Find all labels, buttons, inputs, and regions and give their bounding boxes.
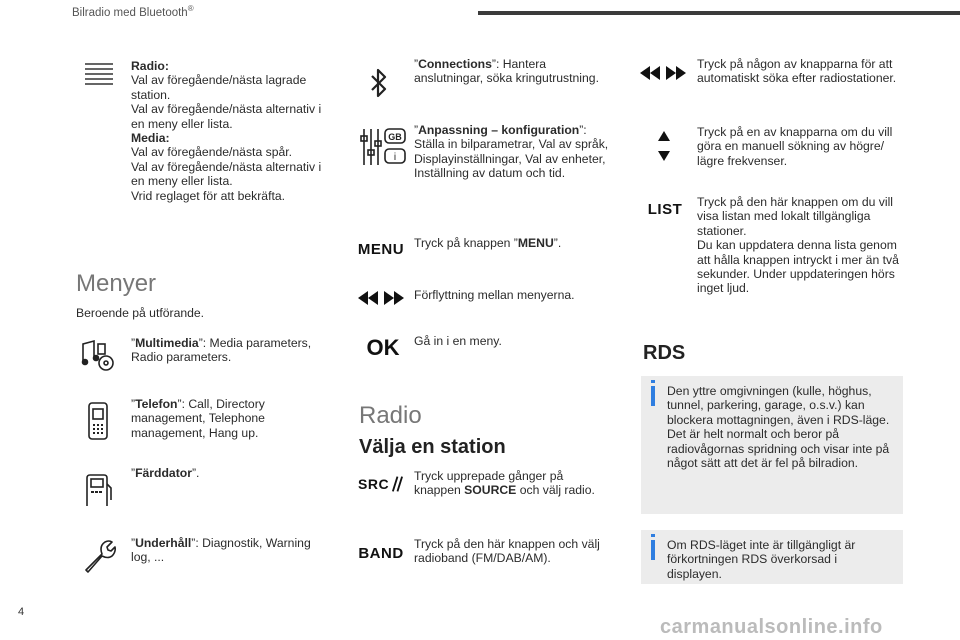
multimedia-icon	[80, 336, 116, 372]
manual-search-description: Tryck på en av knapparna om du vill göra en manuell sökning av högre/ lägre frekvenser.	[697, 125, 893, 168]
menus-subtitle: Beroende på utförande.	[76, 306, 205, 320]
telephone-icon	[86, 400, 110, 442]
anpassning-description: ”Anpassning – konfiguration”: Ställa in bilparametrar, Val av språk, Displayinställningar, Val av enheter, Inställning av datum och tid.	[414, 123, 609, 181]
band-button-icon: BAND	[358, 544, 404, 562]
multimedia-description: ”Multimedia”: Media parameters, Radio parameters.	[131, 336, 312, 365]
up-down-arrows-icon	[654, 126, 674, 166]
select-station-heading: Välja en station	[359, 436, 506, 458]
menus-heading: Menyer	[76, 270, 157, 297]
telefon-description: ”Telefon”: Call, Directory management, Telephone management, Hang up.	[131, 397, 265, 440]
navigation-description: Förflyttning mellan menyerna.	[414, 288, 575, 302]
footer-watermark: carmanualsonline.info	[660, 616, 883, 638]
ok-button-icon: OK	[366, 335, 400, 360]
bluetooth-icon	[364, 66, 394, 100]
wrench-icon	[82, 538, 116, 574]
seek-description: Tryck på någon av knapparna för att automatiskt söka efter radiostationer.	[697, 57, 897, 86]
trip-computer-icon	[82, 472, 114, 508]
underhall-description: ”Underhåll”: Diagnostik, Warning log, ...	[131, 536, 311, 565]
list-description: Tryck på den här knappen om du vill visa listan med lokalt tillgängliga stationer. Du kan uppdatera denna lista genom att hålla knappen intryckt i mer än två sekunder. Under uppdateringen hörs inget ljud.	[697, 195, 899, 296]
source-description: Tryck upprepade gånger på knappen SOURCE och välj radio.	[414, 469, 595, 498]
page-header-title: Bilradio med Bluetooth®	[72, 4, 194, 19]
list-lines-icon	[82, 60, 116, 90]
svg-text:GB: GB	[388, 132, 402, 142]
info-icon-dot	[651, 380, 655, 383]
rds-heading: RDS	[643, 342, 686, 364]
seek-arrows-icon	[640, 62, 686, 84]
info-icon-bar	[651, 540, 655, 560]
info-box-reception: Den yttre omgivningen (kulle, höghus, tunnel, parkering, garage, o.s.v.) kan blockera mottagningen, även i RDS-läge. Det är helt normalt och beror på radiovågornas spridning och visar inte på något sätt att det är fel på bilradion.	[641, 376, 903, 514]
connections-description: ”Connections”: Hantera anslutningar, söka kringutrustning.	[414, 57, 599, 86]
radio-media-description: Radio: Val av föregående/nästa lagrade station. Val av föregående/nästa alternativ i en meny eller lista. Media: Val av föregående/nästa spår. Val av föregående/nästa alternativ i en meny eller lista. Vrid reglaget för att bekräfta.	[131, 59, 322, 203]
ok-description: Gå in i en meny.	[414, 334, 502, 348]
list-button-icon: LIST	[647, 200, 683, 218]
page-number: 4	[18, 606, 25, 618]
header-divider	[478, 11, 960, 15]
farddator-description: ”Färddator”.	[131, 466, 200, 480]
menu-button-icon: MENU	[357, 240, 405, 258]
radio-heading: Radio	[359, 402, 422, 429]
info-icon-dot	[651, 534, 655, 537]
info-box-rds: Om RDS-läget inte är tillgängligt är förkortningen RDS överkorsad i displayen.	[641, 530, 903, 584]
left-right-arrows-icon	[358, 287, 404, 309]
band-description: Tryck på den här knappen och välj radioband (FM/DAB/AM).	[414, 537, 600, 566]
info-icon-bar	[651, 386, 655, 406]
svg-text:i: i	[393, 152, 397, 163]
settings-sliders-icon	[359, 126, 407, 168]
menu-press-description: Tryck på knappen ”MENU”.	[414, 236, 562, 250]
source-button-icon: SRC	[358, 472, 404, 496]
